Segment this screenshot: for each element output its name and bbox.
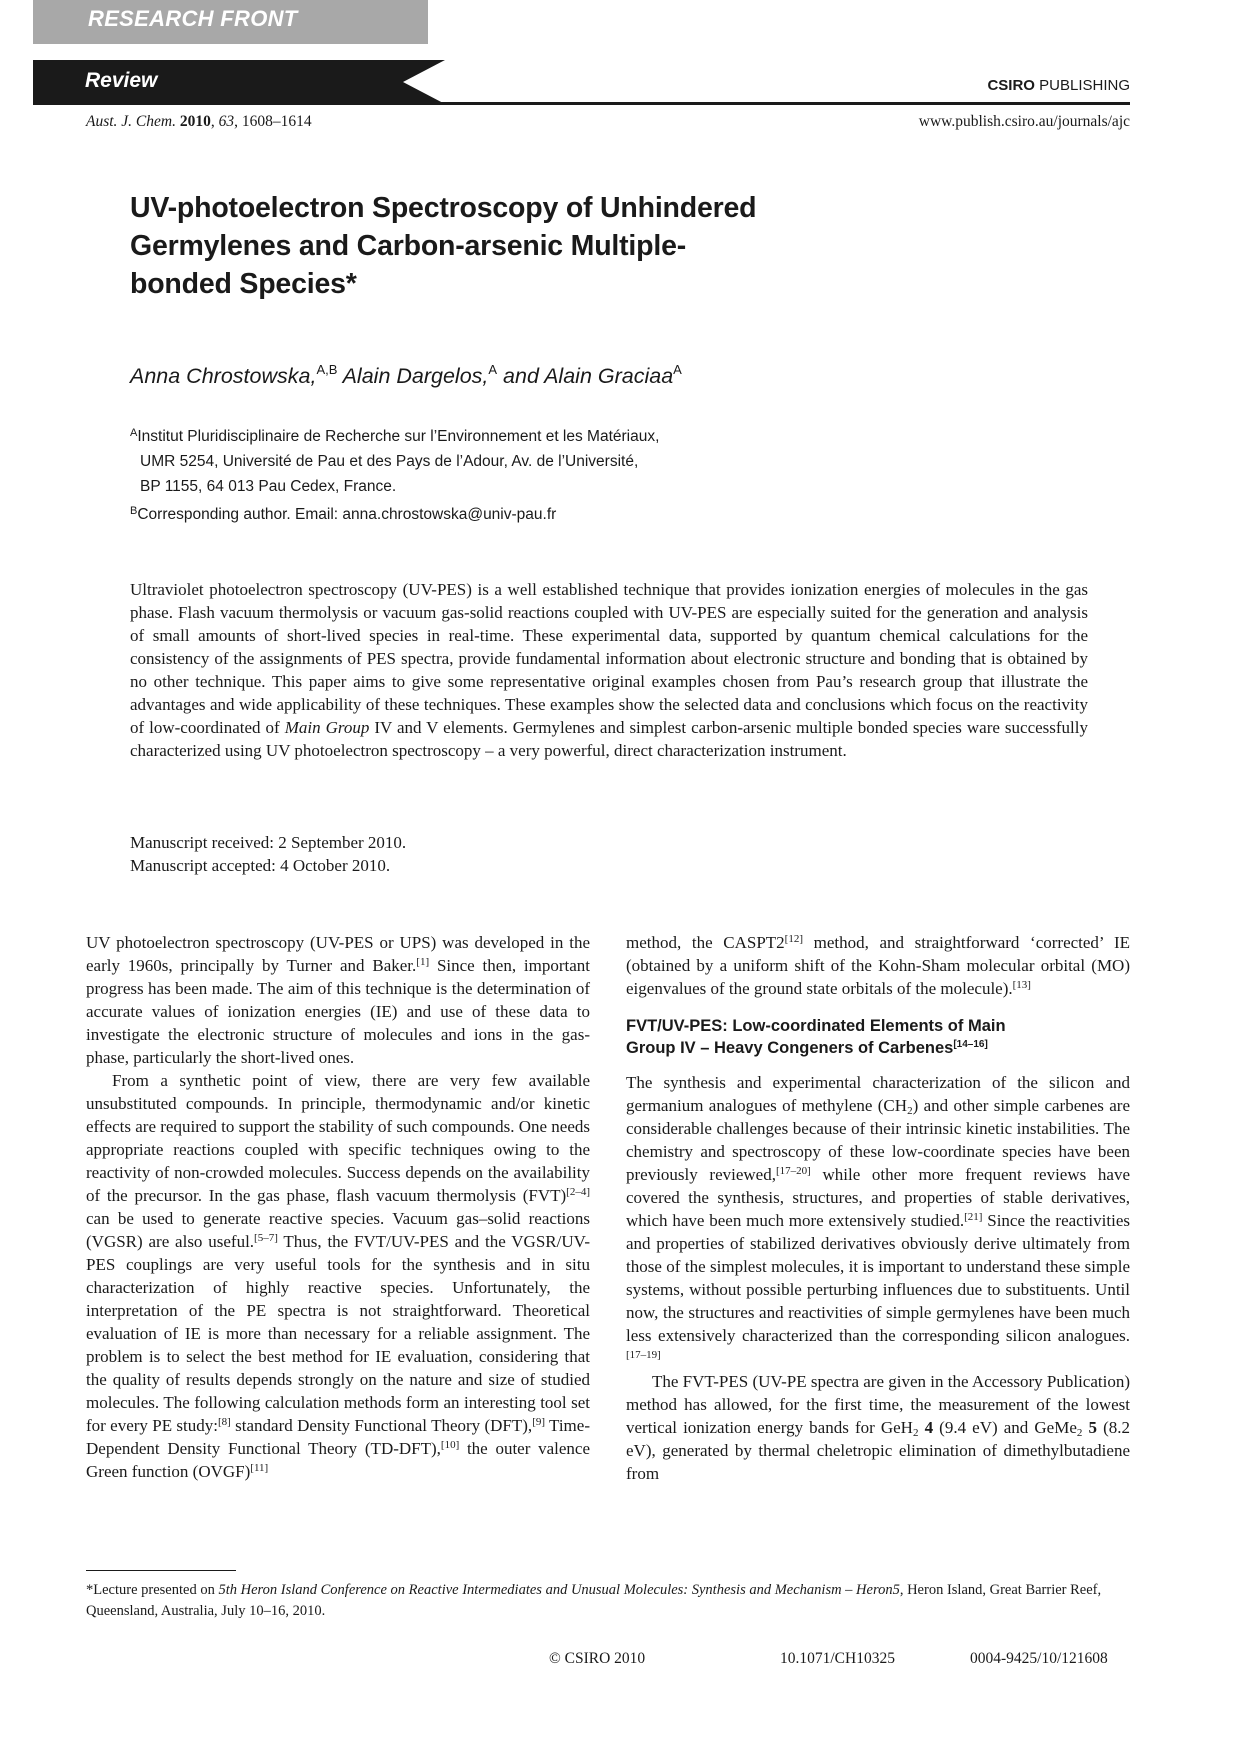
author-list bbox=[130, 362, 682, 389]
section-label: Review bbox=[85, 69, 158, 92]
section-heading: FVT/UV-PES: Low-coordinated Elements of Main Group IV – Heavy Congeners of Carbenes[14–16] bbox=[626, 1017, 1006, 1057]
body-paragraph: UV photoelectron spectroscopy (UV-PES or UPS) was developed in the early 1960s, principally by Turner and Baker.[1] Since then, important progress has been made. The aim of this technique is the determination of accurate values of ionization energies (IE) and use of these data to investigate the electronic structure of molecules and ions in the gas-phase, particularly the short-lived ones. bbox=[86, 933, 590, 1067]
received-date: Manuscript received: 2 September 2010. bbox=[130, 833, 407, 852]
abstract: Ultraviolet photoelectron spectroscopy (UV-PES) is a well established technique that provides ionization energies of molecules in the gas phase. Flash vacuum thermolysis or vacuum gas-solid reactions coupled with UV-PES are especially suited for the generation and analysis of small amounts of short-lived species in real-time. These experimental data, supported by quantum chemical calculations for the consistency of the assignments of PES spectra, provide fundamental information about electronic structure and bonding that is obtained by no other technique. This paper aims to give some representative original examples chosen from Pau’s research group that illustrate the advantages and wide applicability of these techniques. These examples show the selected data and conclusions which focus on the reactivity of low-coordinated of Main Group IV and V elements. Germylenes and simplest carbon-arsenic multiple bonded species ware successfully characterized using UV photoelectron spectroscopy – a very powerful, direct characterization instrument. bbox=[130, 580, 1089, 760]
author-name: and Alain Graciaa bbox=[503, 364, 674, 388]
citation-ref[interactable]: [12] bbox=[784, 933, 803, 945]
publisher-name: CSIRO PUBLISHING bbox=[987, 77, 1130, 94]
author-name: Alain Dargelos, bbox=[342, 364, 489, 388]
banner-label: RESEARCH FRONT bbox=[88, 6, 298, 31]
citation-ref[interactable]: [17–20] bbox=[775, 1165, 811, 1177]
body-paragraph: From a synthetic point of view, there are very few available unsubstituted compounds. In principle, thermodynamic and/or kinetic effects are required to support the stability of such compounds. One needs appropriate reactions coupled with specific techniques owing to the reactivity of non-crowded molecules. Success depends on the availability of the precursor. In the gas phase, flash vacuum thermolysis (FVT)[2–4] can be used to generate reactive species. Vacuum gas–solid reactions (VGSR) are also useful.[5–7] Thus, the FVT/UV-PES and the VGSR/UV-PES couplings are very useful tools for the synthesis and in situ characterization of highly reactive species. Unfortunately, the interpretation of the PE spectra is not straightforward. Theoretical evaluation of IE is more than necessary for a reliable assignment. The problem is to select the best method for IE evaluation, considering that the quality of results depends strongly on the nature and size of studied molecules. The following calculation methods form an interesting tool set for every PE study:[8] standard Density Functional Theory (DFT),[9] Time-Dependent Density Functional Theory (TD-DFT),[10] the outer valence Green function (OVGF)[11] bbox=[86, 1071, 590, 1481]
review-section-bar bbox=[33, 60, 445, 104]
corresponding-author: $^B$Corresponding author. Email: anna.chrostowska@univ-pau.fr bbox=[130, 505, 557, 523]
journal-citation: Aust. J. Chem. 2010, 63, 1608–1614 bbox=[86, 113, 312, 130]
doi[interactable]: 10.1071/CH10325 bbox=[780, 1650, 895, 1667]
copyright: © CSIRO 2010 bbox=[549, 1650, 646, 1667]
affiliations: $^A$Institut Pluridisciplinaire de Recherche sur l’Environnement et les Matériaux, UMR 5254, Université de Pau et des Pays de l’Adour, Av. de l’Université, BP 1155, 64 013 Pau Cedex, France. $^B$Corresponding author. Email: anna.chrostowska@univ-pau.fr bbox=[130, 421, 659, 527]
body-column-left bbox=[86, 931, 590, 1483]
journal-url[interactable]: www.publish.csiro.au/journals/ajc bbox=[918, 113, 1130, 130]
citation-ref[interactable]: [21] bbox=[964, 1211, 983, 1223]
manuscript-dates bbox=[130, 831, 406, 877]
header-rule bbox=[33, 102, 1130, 105]
research-front-banner bbox=[33, 0, 428, 44]
citation-ref[interactable]: [1] bbox=[416, 956, 430, 968]
issn: 0004-9425/10/121608 bbox=[970, 1650, 1108, 1667]
citation-ref[interactable]: [8] bbox=[218, 1416, 231, 1428]
footnote: *Lecture presented on 5th Heron Island Conference on Reactive Intermediates and Unusual Molecules: Synthesis and Mechanism – Heron5, Heron Island, Great Barrier Reef, Queensland, Australia, July 10–16, 2010. bbox=[86, 1582, 1102, 1619]
author-affiliation-mark: A bbox=[673, 362, 682, 377]
accepted-date: Manuscript accepted: 4 October 2010. bbox=[130, 856, 391, 875]
citation-ref[interactable]: [13] bbox=[1012, 979, 1031, 991]
author-affiliation-mark: A bbox=[488, 362, 498, 377]
citation-ref[interactable]: [17–19] bbox=[626, 1349, 661, 1361]
citation-ref[interactable]: [10] bbox=[440, 1439, 460, 1451]
body-paragraph: method, the CASPT2[12] method, and straightforward ‘corrected’ IE (obtained by a uniform shift of the Kohn-Sham molecular orbital (MO) eigenvalues of the ground state orbitals of the molecule).[13] bbox=[626, 933, 1130, 998]
author-name: Anna Chrostowska, bbox=[130, 364, 317, 388]
citation-ref[interactable]: [9] bbox=[532, 1416, 546, 1428]
article-title: UV-photoelectron Spectroscopy of Unhindered Germylenes and Carbon-arsenic Multiple- bonded Species* bbox=[130, 192, 757, 300]
body-paragraph: The synthesis and experimental characterization of the silicon and germanium analogues of methylene $(CH_2)$ and other simple carbenes are considerable challenges because of their intrinsic kinetic instabilities. The chemistry and spectroscopy of these low-coordinate species have been previously reviewed,[17–20] while other more frequent reviews have covered the synthesis, structures, and properties of stable derivatives, which have been much more extensively studied.[21] Since the reactivities and properties of stabilized derivatives obviously derive ultimately from those of the simplest molecules, it is important to understand these simple systems, without possible perturbing influences due to substituents. Until now, the structures and reactivities of simple germylenes have been much less extensively characterized than the corresponding silicon analogues.[17–19] bbox=[626, 1073, 1131, 1361]
citation-ref[interactable]: [2–4] bbox=[566, 1186, 590, 1198]
citation-ref[interactable]: [5–7] bbox=[254, 1232, 278, 1244]
footnote-rule bbox=[86, 1570, 236, 1571]
citation-ref[interactable]: [11] bbox=[250, 1462, 269, 1474]
author-affiliation-mark: A,B bbox=[316, 362, 338, 377]
body-column-right bbox=[626, 931, 1130, 1485]
body-paragraph: The FVT-PES (UV-PE spectra are given in the Accessory Publication) method has allowed, for the first time, the measurement of the lowest vertical ionization energy bands for GeH$_2$ 4 (9.4 eV) and GeMe$_2$ 5 (8.2 eV), generated by thermal cheletropic elimination of dimethylbutadiene from bbox=[626, 1372, 1131, 1483]
